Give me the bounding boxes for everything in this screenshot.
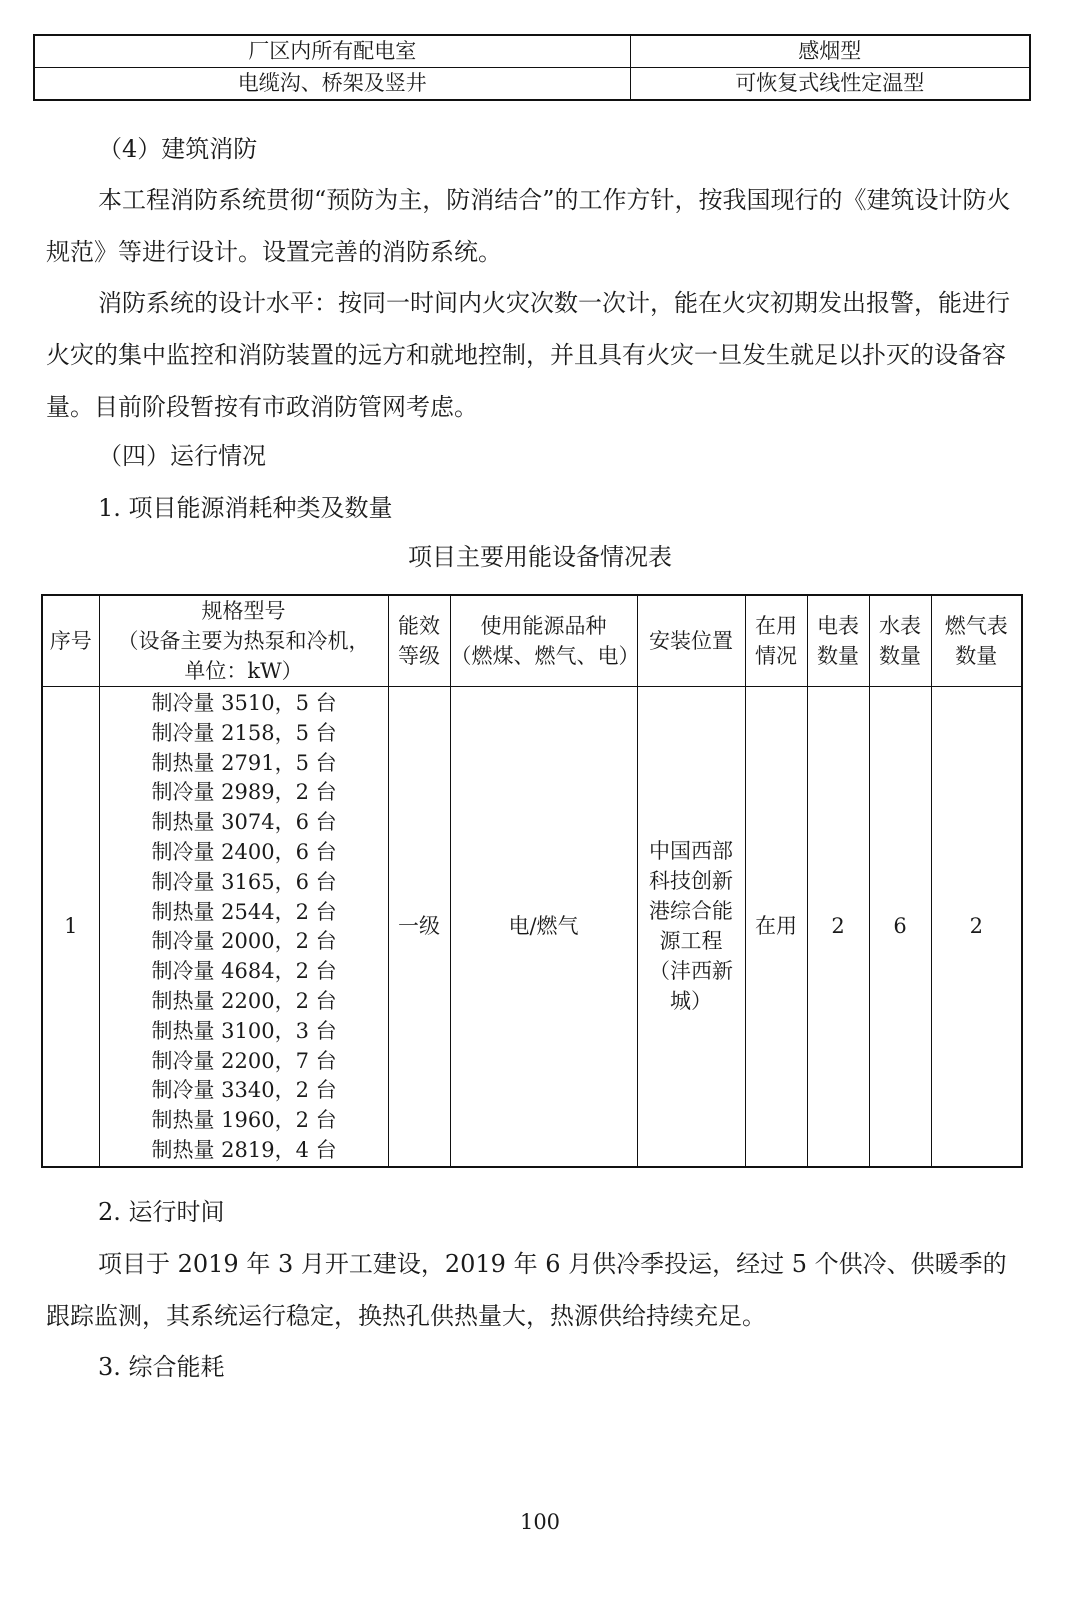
- table-row: [34, 68, 1030, 101]
- table-cell: 感烟型: [630, 35, 1030, 68]
- item-heading-energy-consumption: 3. 综合能耗: [98, 1353, 225, 1381]
- spec-line: 制热量 2200，2 台: [151, 988, 337, 1013]
- spec-line: 制冷量 3510，5 台: [151, 691, 337, 715]
- cell-electric-meters: 2: [807, 687, 869, 1167]
- header-line: 等级: [398, 644, 440, 668]
- cell-seq: 1: [42, 687, 99, 1167]
- header-line: 数量: [955, 644, 998, 668]
- cell-efficiency: 一级: [388, 687, 450, 1167]
- spec-line: 制热量 2791，5 台: [151, 750, 337, 775]
- header-line: 使用能源品种: [480, 614, 607, 638]
- header-line: 在用: [755, 614, 797, 638]
- header-line: 能效: [398, 614, 440, 638]
- header-seq: 序号: [42, 595, 99, 687]
- fire-detector-table: [33, 34, 1031, 101]
- table-title: 项目主要用能设备情况表: [408, 543, 672, 571]
- table-cell: 厂区内所有配电室: [34, 35, 630, 68]
- header-location: 安装位置: [637, 595, 745, 687]
- spec-line: 制冷量 3165，6 台: [151, 869, 337, 894]
- paragraph-run-time: 项目于 2019 年 3 月开工建设，2019 年 6 月供冷季投运，经过 5 个供冷、供暖季的跟踪监测，其系统运行稳定，换热孔供热量大，热源供给持续充足。: [46, 1250, 1007, 1330]
- energy-equipment-table: [41, 594, 1023, 1168]
- section-heading-fire-protection: （4）建筑消防: [98, 135, 258, 163]
- header-efficiency: [388, 595, 450, 687]
- header-energy-type: [450, 595, 640, 687]
- cell-energy: 电/燃气: [450, 687, 637, 1167]
- spec-line: 制热量 1960，2 台: [151, 1108, 337, 1133]
- spec-line: 制冷量 2158，5 台: [151, 720, 337, 745]
- paragraph-fire-design-level: 消防系统的设计水平：按同一时间内火灾次数一次计，能在火灾初期发出报警，能进行火灾的集中监控和消防装置的远方和就地控制，并且具有火灾一旦发生就足以扑灭的设备容量。目前阶段暂按有市政消防管网考虑。: [46, 289, 1010, 421]
- item-heading-energy-types: 1. 项目能源消耗种类及数量: [98, 494, 393, 522]
- cell-spec-list: [99, 687, 388, 1167]
- cell-status: 在用: [745, 687, 807, 1167]
- cell-gas-meters: 2: [931, 687, 1022, 1167]
- location-line: 源工程: [659, 929, 723, 954]
- header-electric-meters: [807, 595, 869, 687]
- location-line: 城）: [670, 989, 712, 1014]
- spec-list: [100, 687, 388, 1166]
- location-lines: [638, 836, 745, 1016]
- table-cell: 可恢复式线性定温型: [630, 68, 1030, 101]
- location-line: （沣西新: [649, 959, 733, 984]
- item-heading-run-time: 2. 运行时间: [98, 1198, 225, 1226]
- table-row: [34, 35, 1030, 68]
- header-line: 规格型号: [201, 599, 286, 623]
- table-cell: 电缆沟、桥架及竖井: [34, 68, 630, 101]
- header-line: 电表: [817, 614, 859, 638]
- cell-location: [637, 687, 745, 1167]
- table-header-row: [42, 595, 1022, 687]
- header-line: 数量: [817, 644, 859, 668]
- section-heading-operation: （四）运行情况: [98, 442, 266, 470]
- spec-line: 制热量 3074，6 台: [151, 810, 337, 835]
- spec-line: 制冷量 2989，2 台: [151, 780, 337, 805]
- header-water-meters: [869, 595, 931, 687]
- location-line: 科技创新: [649, 869, 733, 894]
- paragraph-fire-policy: 本工程消防系统贯彻“预防为主，防消结合”的工作方针，按我国现行的《建筑设计防火规范》等进行设计。设置完善的消防系统。: [46, 186, 1011, 266]
- header-spec: [99, 595, 388, 687]
- page-number: 100: [519, 1510, 561, 1534]
- spec-line: 制热量 2544，2 台: [151, 899, 337, 924]
- location-line: 港综合能: [649, 899, 733, 924]
- spec-line: 制冷量 4684，2 台: [151, 959, 337, 984]
- header-line: （燃煤、燃气、电）: [450, 644, 640, 668]
- header-line: 水表: [879, 614, 921, 638]
- spec-line: 制冷量 2000，2 台: [151, 929, 337, 954]
- spec-line: 制冷量 2400，6 台: [151, 839, 337, 864]
- spec-line: 制热量 3100，3 台: [151, 1018, 337, 1043]
- cell-water-meters: 6: [869, 687, 931, 1167]
- table-row: [42, 687, 1022, 1167]
- spec-line: 制冷量 3340，2 台: [151, 1078, 337, 1103]
- location-line: 中国西部: [649, 839, 733, 864]
- header-line: 燃气表: [944, 614, 1008, 638]
- spec-line: 制热量 2819，4 台: [151, 1137, 337, 1162]
- header-line: 数量: [879, 644, 921, 668]
- spec-line: 制冷量 2200，7 台: [151, 1048, 337, 1073]
- header-line: 单位：kW）: [184, 659, 303, 683]
- header-line: 情况: [755, 644, 797, 668]
- header-gas-meters: [931, 595, 1022, 687]
- header-status: [745, 595, 807, 687]
- header-line: （设备主要为热泵和冷机，: [117, 629, 370, 653]
